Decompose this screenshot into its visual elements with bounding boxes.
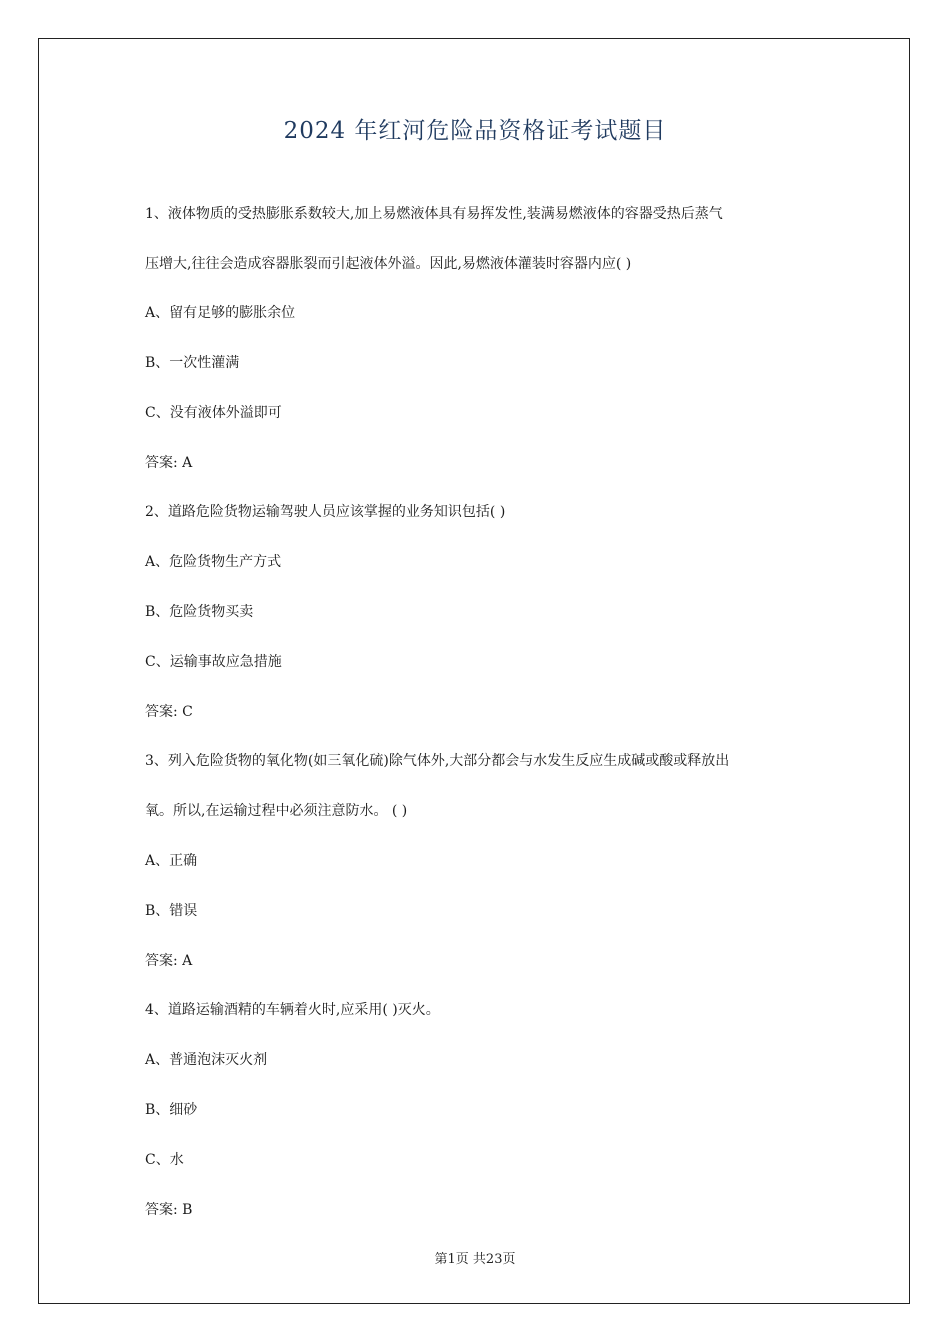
question-2-option-b: B、危险货物买卖 [145, 604, 254, 620]
question-3-text-line-2: 氧。所以,在运输过程中必须注意防水。 ( ) [145, 803, 408, 819]
question-2-text: 2、道路危险货物运输驾驶人员应该掌握的业务知识包括( ) [145, 504, 506, 520]
question-4-answer: 答案: B [145, 1202, 193, 1218]
question-3-option-a: A、正确 [145, 853, 198, 869]
question-1-option-a: A、留有足够的膨胀余位 [145, 305, 296, 321]
question-2-answer: 答案: C [145, 704, 193, 720]
question-4-option-c: C、水 [145, 1152, 184, 1168]
question-1-option-c: C、没有液体外溢即可 [145, 405, 282, 421]
question-3-text-line-1: 3、列入危险货物的氧化物(如三氧化硫)除气体外,大部分都会与水发生反应生成碱或酸或释放出 [145, 753, 730, 769]
question-4-option-b: B、细砂 [145, 1102, 198, 1118]
page-footer: 第1页 共23页 [434, 1252, 516, 1267]
question-2-option-c: C、运输事故应急措施 [145, 654, 282, 670]
question-3-answer: 答案: A [145, 953, 193, 969]
question-1-text-line-1: 1、液体物质的受热膨胀系数较大,加上易燃液体具有易挥发性,装满易燃液体的容器受热后蒸气 [145, 206, 723, 222]
question-3-option-b: B、错误 [145, 903, 198, 919]
question-1-option-b: B、一次性灌满 [145, 355, 240, 371]
document-title: 2024 年红河危险品资格证考试题目 [283, 118, 667, 144]
question-1-text-line-2: 压增大,往往会造成容器胀裂而引起液体外溢。因此,易燃液体灌装时容器内应( ) [145, 256, 632, 272]
question-1-answer: 答案: A [145, 455, 193, 471]
question-4-option-a: A、普通泡沫灭火剂 [145, 1052, 268, 1068]
question-4-text: 4、道路运输酒精的车辆着火时,应采用( )灭火。 [145, 1002, 440, 1018]
question-2-option-a: A、危险货物生产方式 [145, 554, 282, 570]
